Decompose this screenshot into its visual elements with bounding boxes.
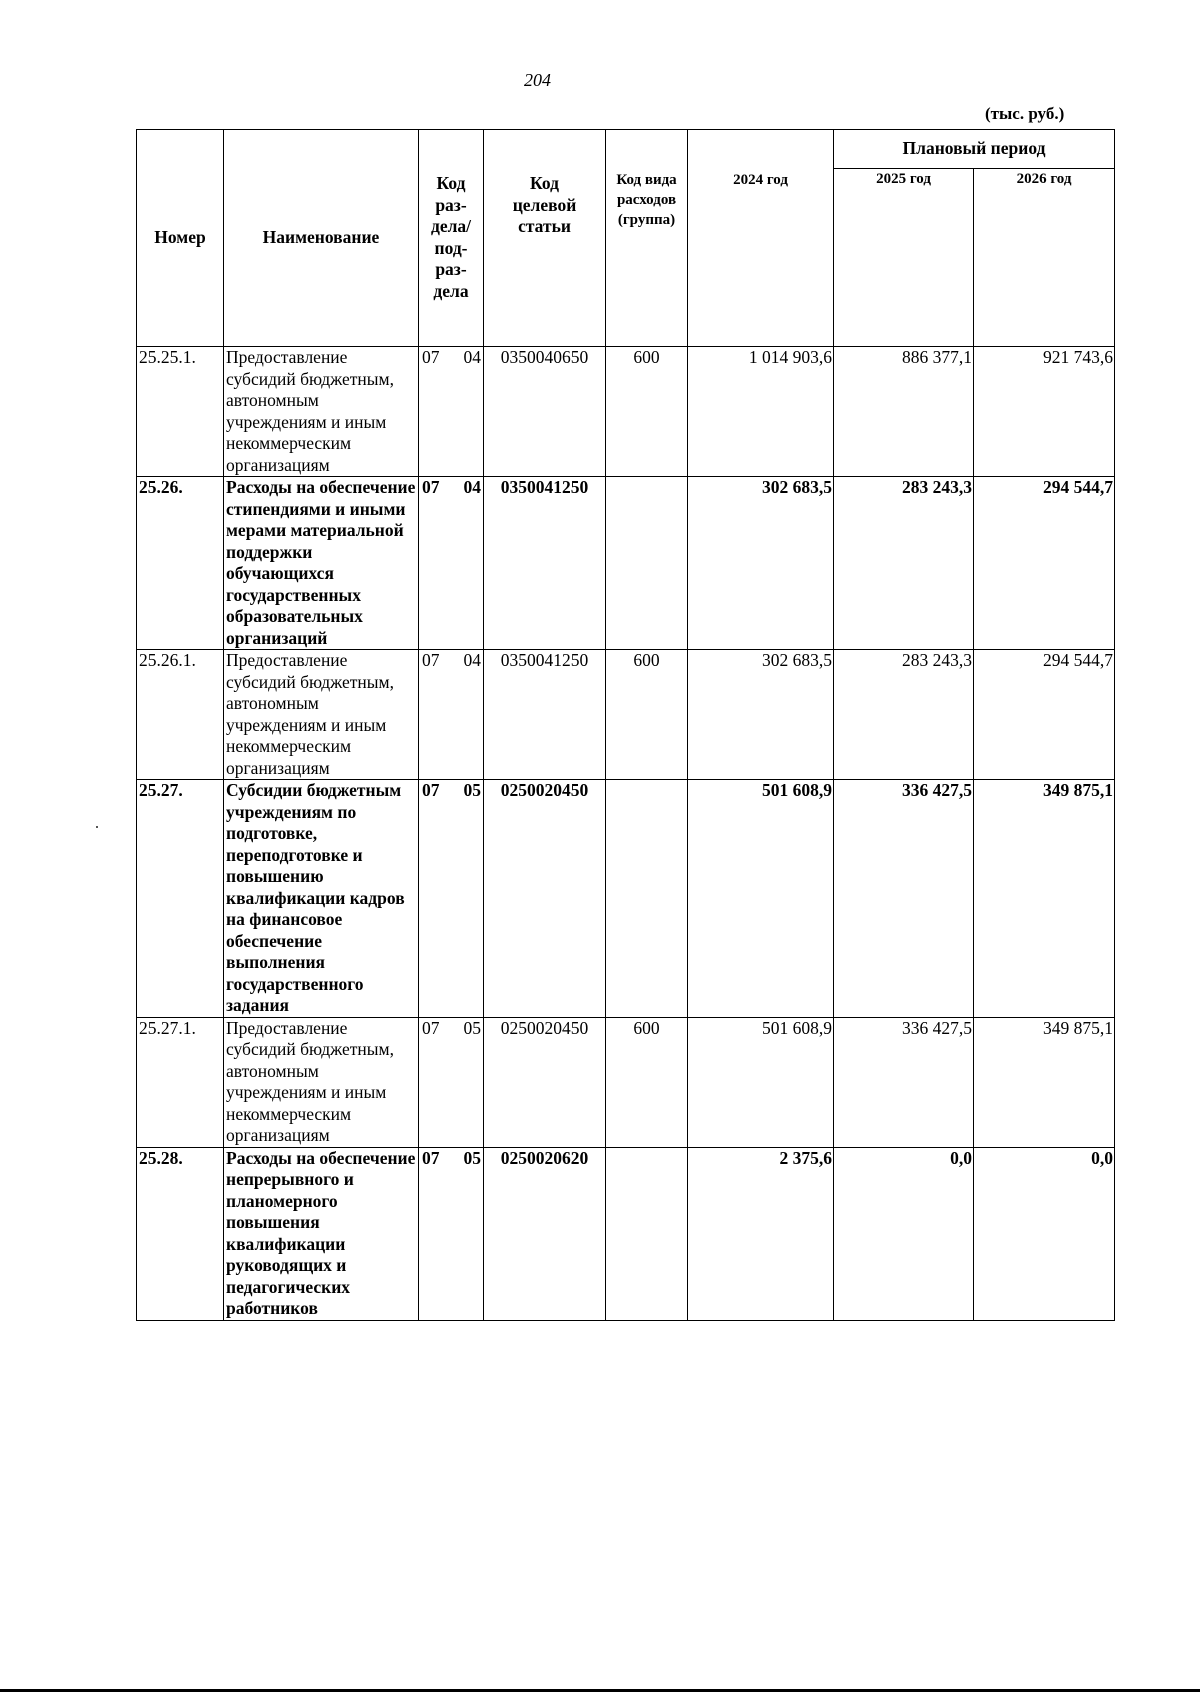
row-2025: 336 427,5 xyxy=(834,780,974,1018)
header-2026: 2026 год xyxy=(974,169,1115,347)
header-2024 xyxy=(688,130,834,347)
row-2024: 302 683,5 xyxy=(688,477,834,650)
header-line: целевой xyxy=(512,194,577,215)
row-name: Предоставление субсидий бюджетным, автономным учреждениям и иным некоммерческим организациям xyxy=(224,1017,419,1147)
row-number: 25.28. xyxy=(137,1147,224,1320)
row-name: Предоставление субсидий бюджетным, автономным учреждениям и иным некоммерческим организациям xyxy=(224,347,419,477)
row-2025: 0,0 xyxy=(834,1147,974,1320)
row-2026: 294 544,7 xyxy=(974,650,1115,780)
row-target-code: 0350041250 xyxy=(484,650,606,780)
table-header xyxy=(137,130,1115,347)
row-section: 07 xyxy=(422,650,440,670)
row-2024: 501 608,9 xyxy=(688,1017,834,1147)
header-name: Наименование xyxy=(224,130,419,347)
row-section-code xyxy=(419,1147,484,1320)
row-target-code: 0250020450 xyxy=(484,780,606,1018)
row-expense-code xyxy=(606,780,688,1018)
row-2025: 283 243,3 xyxy=(834,650,974,780)
header-line: Код xyxy=(530,173,559,193)
row-name: Расходы на обеспечение непрерывного и планомерного повышения квалификации руководящих и педагогических работников xyxy=(224,1147,419,1320)
header-line: статьи xyxy=(518,216,571,236)
header-line: расходов xyxy=(616,192,677,208)
row-2026: 0,0 xyxy=(974,1147,1115,1320)
row-2025: 886 377,1 xyxy=(834,347,974,477)
table-row xyxy=(137,477,1115,650)
row-subsection: 05 xyxy=(463,780,481,800)
header-line: Код xyxy=(436,173,466,193)
header-section xyxy=(419,130,484,347)
header-target xyxy=(484,130,606,347)
row-number: 25.25.1. xyxy=(137,347,224,477)
row-section: 07 xyxy=(422,1017,440,1038)
row-expense-code: 600 xyxy=(606,1017,688,1147)
table-row xyxy=(137,1147,1115,1320)
page-number: 204 xyxy=(524,70,551,90)
row-section-code xyxy=(419,1017,484,1147)
units-label: (тыс. руб.) xyxy=(985,104,1065,123)
header-expense-lines xyxy=(607,130,686,230)
row-2026: 921 743,6 xyxy=(974,347,1115,477)
table-row xyxy=(137,650,1115,780)
row-2025: 336 427,5 xyxy=(834,1017,974,1147)
row-target-code: 0250020620 xyxy=(484,1147,606,1320)
header-2025: 2025 год xyxy=(834,169,974,347)
row-name: Расходы на обеспечение стипендиями и иными мерами материальной поддержки обучающихся государственных образовательных организаций xyxy=(224,477,419,650)
row-subsection: 04 xyxy=(463,477,481,497)
row-number: 25.27. xyxy=(137,780,224,1018)
scan-artifact xyxy=(96,826,98,828)
bottom-rule xyxy=(0,1689,1200,1692)
header-line: (группа) xyxy=(617,212,676,228)
row-target-code: 0250020450 xyxy=(484,1017,606,1147)
row-section-code xyxy=(419,780,484,1018)
row-section: 07 xyxy=(422,347,440,367)
header-2024-label: 2024 год xyxy=(733,172,788,188)
row-expense-code: 600 xyxy=(606,650,688,780)
row-section-code xyxy=(419,477,484,650)
table-row xyxy=(137,1017,1115,1147)
row-name: Субсидии бюджетным учреждениям по подготовке, переподготовке и повышению квалификации кадров на финансовое обеспечение выполнения государственного задания xyxy=(224,780,419,1018)
header-number: Номер xyxy=(137,130,224,347)
row-subsection: 04 xyxy=(463,650,481,670)
budget-table xyxy=(136,129,1115,1321)
row-2026: 294 544,7 xyxy=(974,477,1115,650)
row-number: 25.26.1. xyxy=(137,650,224,780)
table-body xyxy=(137,347,1115,1321)
table-row xyxy=(137,780,1115,1018)
header-line: дела/ xyxy=(430,216,472,236)
header-target-lines xyxy=(485,130,604,238)
row-subsection: 05 xyxy=(463,1017,481,1038)
row-expense-code xyxy=(606,1147,688,1320)
row-section: 07 xyxy=(422,780,440,800)
row-name: Предоставление субсидий бюджетным, автономным учреждениям и иным некоммерческим организациям xyxy=(224,650,419,780)
header-planned-period: Плановый период xyxy=(834,130,1115,169)
row-2024: 2 375,6 xyxy=(688,1147,834,1320)
row-section-code xyxy=(419,650,484,780)
row-subsection: 04 xyxy=(463,347,481,367)
row-section: 07 xyxy=(422,1147,440,1168)
row-subsection: 05 xyxy=(463,1147,481,1168)
row-2026: 349 875,1 xyxy=(974,1017,1115,1147)
header-line: раз- xyxy=(435,194,467,215)
row-2026: 349 875,1 xyxy=(974,780,1115,1018)
row-number: 25.26. xyxy=(137,477,224,650)
header-line: раз- xyxy=(435,259,467,279)
header-section-lines xyxy=(420,130,482,302)
header-line: дела xyxy=(433,280,469,301)
header-line: под- xyxy=(434,237,468,258)
row-target-code: 0350041250 xyxy=(484,477,606,650)
row-number: 25.27.1. xyxy=(137,1017,224,1147)
row-2024: 501 608,9 xyxy=(688,780,834,1018)
row-target-code: 0350040650 xyxy=(484,347,606,477)
header-line: Код вида xyxy=(616,172,677,188)
table-row xyxy=(137,347,1115,477)
row-2024: 1 014 903,6 xyxy=(688,347,834,477)
row-section-code xyxy=(419,347,484,477)
row-section: 07 xyxy=(422,477,440,497)
row-expense-code xyxy=(606,477,688,650)
row-expense-code: 600 xyxy=(606,347,688,477)
row-2024: 302 683,5 xyxy=(688,650,834,780)
header-expense xyxy=(606,130,688,347)
row-2025: 283 243,3 xyxy=(834,477,974,650)
